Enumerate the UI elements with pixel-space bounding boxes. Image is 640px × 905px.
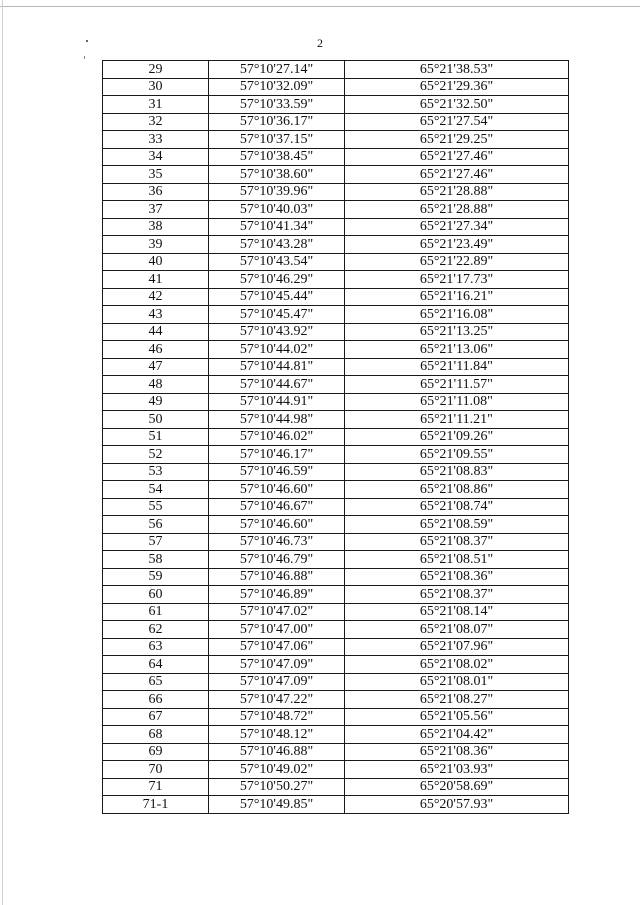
point-number-cell: 56: [103, 516, 209, 534]
longitude-cell: 65°21'04.42": [345, 726, 569, 744]
point-number-cell: 55: [103, 498, 209, 516]
latitude-cell: 57°10'50.27": [209, 778, 345, 796]
table-row: [103, 288, 569, 306]
point-number-cell: 33: [103, 131, 209, 149]
longitude-cell: 65°21'05.56": [345, 708, 569, 726]
table-row: [103, 253, 569, 271]
longitude-cell: 65°21'08.74": [345, 498, 569, 516]
longitude-cell: 65°21'07.96": [345, 638, 569, 656]
latitude-cell: 57°10'45.44": [209, 288, 345, 306]
table-row: [103, 638, 569, 656]
table-row: [103, 96, 569, 114]
latitude-cell: 57°10'38.60": [209, 166, 345, 184]
longitude-cell: 65°21'08.86": [345, 481, 569, 499]
table-row: [103, 201, 569, 219]
longitude-cell: 65°21'28.88": [345, 201, 569, 219]
longitude-cell: 65°21'27.34": [345, 218, 569, 236]
point-number-cell: 41: [103, 271, 209, 289]
longitude-cell: 65°21'08.36": [345, 743, 569, 761]
latitude-cell: 57°10'44.02": [209, 341, 345, 359]
point-number-cell: 65: [103, 673, 209, 691]
table-row: [103, 568, 569, 586]
point-number-cell: 30: [103, 78, 209, 96]
point-number-cell: 39: [103, 236, 209, 254]
point-number-cell: 62: [103, 621, 209, 639]
table-row: [103, 376, 569, 394]
table-row: [103, 726, 569, 744]
latitude-cell: 57°10'46.89": [209, 586, 345, 604]
longitude-cell: 65°21'08.36": [345, 568, 569, 586]
point-number-cell: 64: [103, 656, 209, 674]
latitude-cell: 57°10'45.47": [209, 306, 345, 324]
table-row: [103, 428, 569, 446]
point-number-cell: 54: [103, 481, 209, 499]
point-number-cell: 51: [103, 428, 209, 446]
table-row: [103, 498, 569, 516]
latitude-cell: 57°10'40.03": [209, 201, 345, 219]
point-number-cell: 48: [103, 376, 209, 394]
latitude-cell: 57°10'46.67": [209, 498, 345, 516]
table-row: [103, 113, 569, 131]
table-row: [103, 358, 569, 376]
table-row: [103, 796, 569, 814]
point-number-cell: 50: [103, 411, 209, 429]
table-row: [103, 78, 569, 96]
table-row: [103, 708, 569, 726]
point-number-cell: 38: [103, 218, 209, 236]
table-row: [103, 61, 569, 79]
point-number-cell: 67: [103, 708, 209, 726]
latitude-cell: 57°10'33.59": [209, 96, 345, 114]
longitude-cell: 65°21'17.73": [345, 271, 569, 289]
point-number-cell: 61: [103, 603, 209, 621]
point-number-cell: 57: [103, 533, 209, 551]
longitude-cell: 65°21'11.84": [345, 358, 569, 376]
longitude-cell: 65°21'27.46": [345, 166, 569, 184]
page-number: 2: [317, 36, 323, 50]
latitude-cell: 57°10'44.67": [209, 376, 345, 394]
longitude-cell: 65°20'57.93": [345, 796, 569, 814]
latitude-cell: 57°10'46.17": [209, 446, 345, 464]
point-number-cell: 29: [103, 61, 209, 79]
longitude-cell: 65°21'08.59": [345, 516, 569, 534]
table-row: [103, 183, 569, 201]
longitude-cell: 65°21'03.93": [345, 761, 569, 779]
longitude-cell: 65°21'08.37": [345, 533, 569, 551]
table-row: [103, 463, 569, 481]
table-row: [103, 586, 569, 604]
table-row: [103, 218, 569, 236]
table-row: [103, 271, 569, 289]
longitude-cell: 65°21'11.21": [345, 411, 569, 429]
table-row: [103, 551, 569, 569]
table-row: [103, 131, 569, 149]
table-row: [103, 761, 569, 779]
table-row: [103, 148, 569, 166]
longitude-cell: 65°21'13.25": [345, 323, 569, 341]
longitude-cell: 65°21'08.02": [345, 656, 569, 674]
point-number-cell: 69: [103, 743, 209, 761]
latitude-cell: 57°10'43.28": [209, 236, 345, 254]
latitude-cell: 57°10'46.29": [209, 271, 345, 289]
latitude-cell: 57°10'38.45": [209, 148, 345, 166]
latitude-cell: 57°10'47.22": [209, 691, 345, 709]
longitude-cell: 65°21'27.46": [345, 148, 569, 166]
latitude-cell: 57°10'46.02": [209, 428, 345, 446]
point-number-cell: 71: [103, 778, 209, 796]
point-number-cell: 40: [103, 253, 209, 271]
point-number-cell: 37: [103, 201, 209, 219]
table-row: [103, 446, 569, 464]
longitude-cell: 65°21'08.83": [345, 463, 569, 481]
point-number-cell: 32: [103, 113, 209, 131]
table-row: [103, 778, 569, 796]
table-row: [103, 393, 569, 411]
table-row: [103, 236, 569, 254]
point-number-cell: 58: [103, 551, 209, 569]
table-row: [103, 341, 569, 359]
left-edge-line: [2, 0, 3, 905]
table-row: [103, 691, 569, 709]
point-number-cell: 70: [103, 761, 209, 779]
longitude-cell: 65°21'28.88": [345, 183, 569, 201]
point-number-cell: 63: [103, 638, 209, 656]
longitude-cell: 65°21'16.21": [345, 288, 569, 306]
longitude-cell: 65°21'08.37": [345, 586, 569, 604]
longitude-cell: 65°21'16.08": [345, 306, 569, 324]
longitude-cell: 65°21'29.36": [345, 78, 569, 96]
table-row: [103, 743, 569, 761]
latitude-cell: 57°10'41.34": [209, 218, 345, 236]
point-number-cell: 49: [103, 393, 209, 411]
table-row: [103, 481, 569, 499]
latitude-cell: 57°10'46.88": [209, 743, 345, 761]
point-number-cell: 34: [103, 148, 209, 166]
point-number-cell: 53: [103, 463, 209, 481]
latitude-cell: 57°10'44.91": [209, 393, 345, 411]
longitude-cell: 65°21'09.26": [345, 428, 569, 446]
longitude-cell: 65°21'08.07": [345, 621, 569, 639]
point-number-cell: 60: [103, 586, 209, 604]
table-row: [103, 166, 569, 184]
latitude-cell: 57°10'47.09": [209, 673, 345, 691]
latitude-cell: 57°10'47.09": [209, 656, 345, 674]
point-number-cell: 31: [103, 96, 209, 114]
latitude-cell: 57°10'43.54": [209, 253, 345, 271]
top-edge-line: [0, 6, 640, 7]
latitude-cell: 57°10'32.09": [209, 78, 345, 96]
longitude-cell: 65°21'08.27": [345, 691, 569, 709]
longitude-cell: 65°21'08.01": [345, 673, 569, 691]
latitude-cell: 57°10'39.96": [209, 183, 345, 201]
longitude-cell: 65°21'32.50": [345, 96, 569, 114]
latitude-cell: 57°10'46.73": [209, 533, 345, 551]
longitude-cell: 65°21'27.54": [345, 113, 569, 131]
point-number-cell: 46: [103, 341, 209, 359]
longitude-cell: 65°21'13.06": [345, 341, 569, 359]
table-row: [103, 673, 569, 691]
longitude-cell: 65°21'11.57": [345, 376, 569, 394]
point-number-cell: 68: [103, 726, 209, 744]
latitude-cell: 57°10'47.06": [209, 638, 345, 656]
coordinates-table-body: [103, 61, 569, 814]
longitude-cell: 65°21'09.55": [345, 446, 569, 464]
point-number-cell: 44: [103, 323, 209, 341]
point-number-cell: 43: [103, 306, 209, 324]
latitude-cell: 57°10'27.14": [209, 61, 345, 79]
table-row: [103, 656, 569, 674]
latitude-cell: 57°10'47.02": [209, 603, 345, 621]
point-number-cell: 36: [103, 183, 209, 201]
longitude-cell: 65°21'22.89": [345, 253, 569, 271]
latitude-cell: 57°10'47.00": [209, 621, 345, 639]
longitude-cell: 65°21'38.53": [345, 61, 569, 79]
point-number-cell: 71-1: [103, 796, 209, 814]
latitude-cell: 57°10'46.88": [209, 568, 345, 586]
table-row: [103, 411, 569, 429]
latitude-cell: 57°10'36.17": [209, 113, 345, 131]
point-number-cell: 52: [103, 446, 209, 464]
table-row: [103, 516, 569, 534]
latitude-cell: 57°10'46.79": [209, 551, 345, 569]
latitude-cell: 57°10'46.60": [209, 481, 345, 499]
longitude-cell: 65°21'08.51": [345, 551, 569, 569]
latitude-cell: 57°10'37.15": [209, 131, 345, 149]
longitude-cell: 65°21'11.08": [345, 393, 569, 411]
longitude-cell: 65°21'29.25": [345, 131, 569, 149]
latitude-cell: 57°10'49.85": [209, 796, 345, 814]
latitude-cell: 57°10'44.98": [209, 411, 345, 429]
latitude-cell: 57°10'49.02": [209, 761, 345, 779]
longitude-cell: 65°21'23.49": [345, 236, 569, 254]
point-number-cell: 66: [103, 691, 209, 709]
latitude-cell: 57°10'48.12": [209, 726, 345, 744]
latitude-cell: 57°10'48.72": [209, 708, 345, 726]
latitude-cell: 57°10'46.60": [209, 516, 345, 534]
table-row: [103, 621, 569, 639]
point-number-cell: 42: [103, 288, 209, 306]
longitude-cell: 65°21'08.14": [345, 603, 569, 621]
coordinates-table: [102, 60, 569, 814]
table-row: [103, 603, 569, 621]
latitude-cell: 57°10'43.92": [209, 323, 345, 341]
table-row: [103, 533, 569, 551]
point-number-cell: 35: [103, 166, 209, 184]
scan-speck: [84, 56, 85, 59]
latitude-cell: 57°10'44.81": [209, 358, 345, 376]
table-row: [103, 323, 569, 341]
longitude-cell: 65°20'58.69": [345, 778, 569, 796]
point-number-cell: 59: [103, 568, 209, 586]
point-number-cell: 47: [103, 358, 209, 376]
latitude-cell: 57°10'46.59": [209, 463, 345, 481]
table-row: [103, 306, 569, 324]
